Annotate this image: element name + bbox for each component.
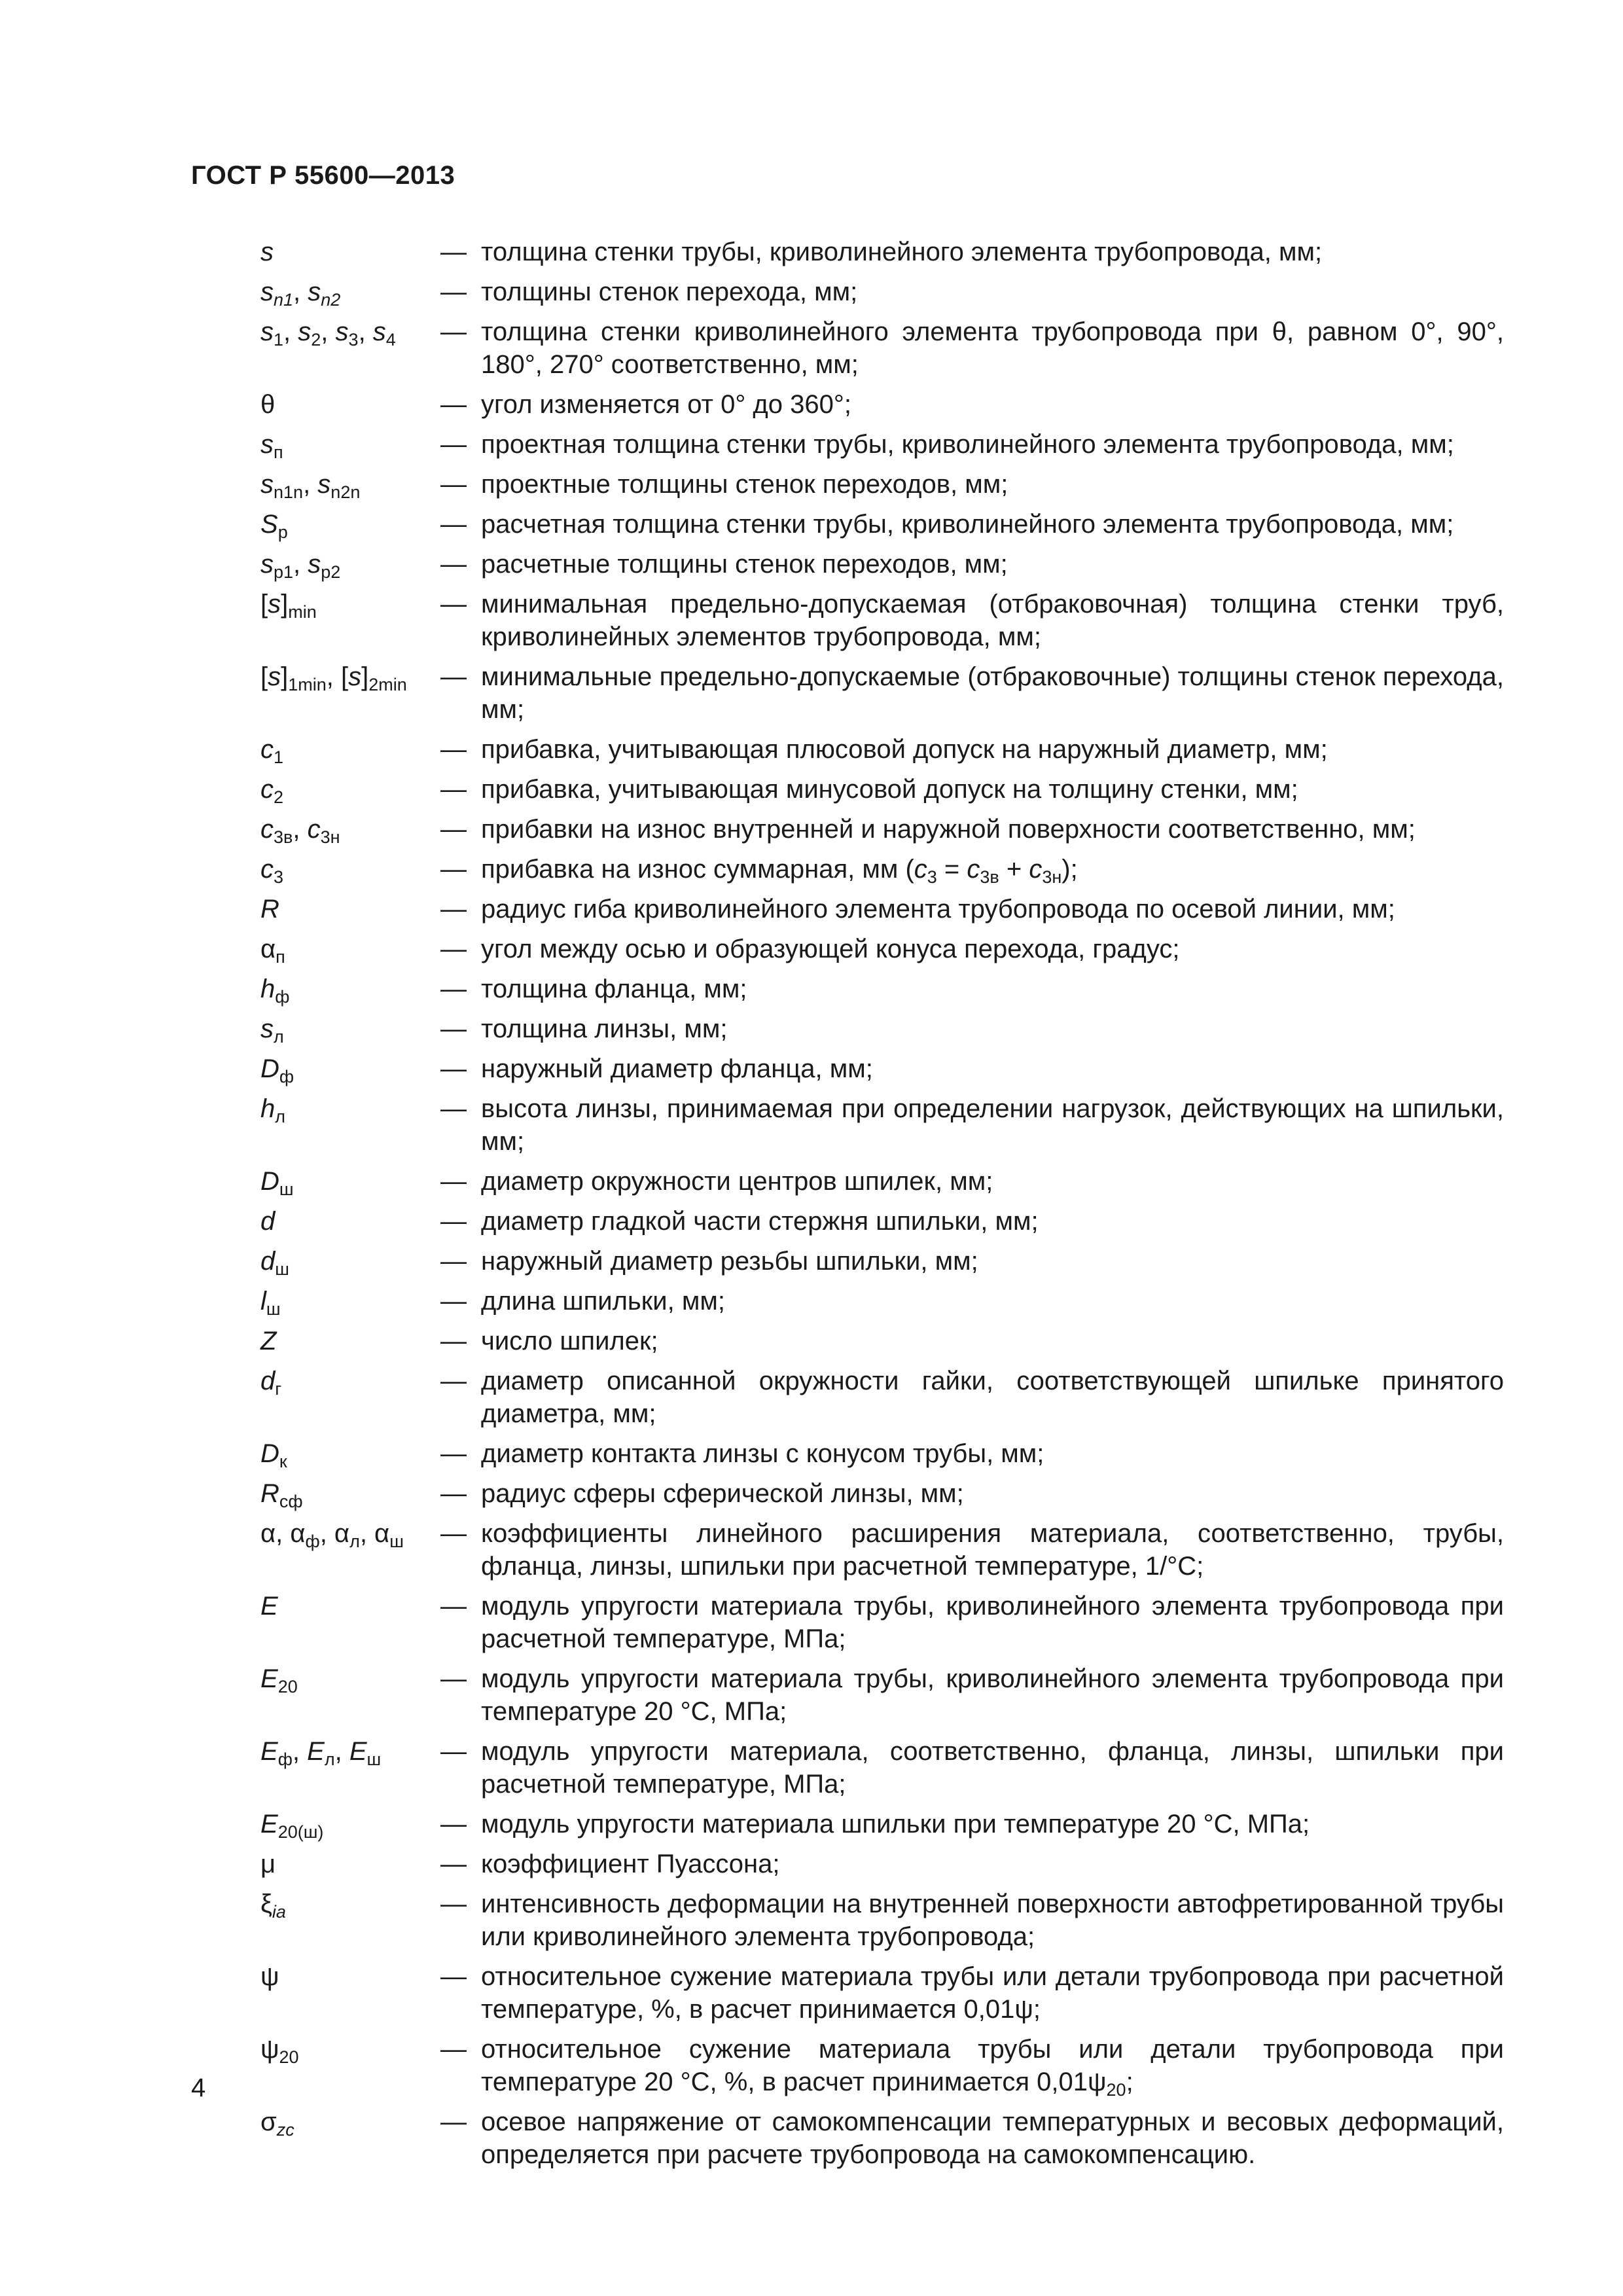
description: угол изменяется от 0° до 360°; bbox=[481, 390, 851, 419]
description: относительное сужение материала трубы или детали трубопровода при расчетной температуре, %, в расчет принимается 0,01ψ; bbox=[481, 1962, 1504, 2024]
description: диаметр гладкой части стержня шпильки, мм; bbox=[481, 1207, 1039, 1236]
list-item bbox=[260, 1052, 1504, 1085]
dash: — bbox=[440, 238, 467, 266]
list-item bbox=[260, 388, 1504, 421]
dash: — bbox=[440, 430, 467, 459]
dash: — bbox=[440, 510, 467, 539]
dash: — bbox=[440, 1094, 467, 1123]
symbol: $h_л$ bbox=[260, 1094, 286, 1126]
symbol: $S_p$ bbox=[260, 510, 288, 542]
list-item bbox=[260, 468, 1504, 501]
symbol: $h_ф$ bbox=[260, 975, 290, 1007]
dash: — bbox=[440, 1207, 467, 1236]
dash: — bbox=[440, 1247, 467, 1276]
list-item bbox=[260, 1285, 1504, 1318]
description: длина шпильки, мм; bbox=[481, 1287, 725, 1316]
description: толщина стенки криволинейного элемента трубопровода при θ, равном 0°, 90°, 180°, 270° соответственно, мм; bbox=[481, 317, 1504, 379]
list-item bbox=[260, 1848, 1504, 1880]
symbol: R bbox=[260, 895, 279, 924]
symbol: d bbox=[260, 1207, 276, 1236]
dash: — bbox=[440, 1014, 467, 1043]
dash: — bbox=[440, 1367, 467, 1395]
page-number: 4 bbox=[191, 2073, 206, 2102]
symbol: Z bbox=[260, 1327, 277, 1355]
dash: — bbox=[440, 1439, 467, 1468]
description: расчетные толщины стенок переходов, мм; bbox=[481, 550, 1008, 579]
list-item bbox=[260, 1477, 1504, 1510]
symbol: $[s]_{min}$ bbox=[260, 590, 317, 622]
description: прибавка, учитывающая минусовой допуск на толщину стенки, мм; bbox=[481, 775, 1298, 804]
dash: — bbox=[440, 1664, 467, 1693]
symbol: $[s]_{1min}$, $[s]_{2min}$ bbox=[260, 662, 407, 694]
dash: — bbox=[440, 1737, 467, 1766]
description: радиус гиба криволинейного элемента трубопровода по осевой линии, мм; bbox=[481, 895, 1395, 924]
dash: — bbox=[440, 1850, 467, 1878]
symbol: $l_ш$ bbox=[260, 1287, 281, 1319]
dash: — bbox=[440, 855, 467, 884]
description: диаметр окружности центров шпилек, мм; bbox=[481, 1167, 993, 1196]
document-header: ГОСТ Р 55600—2013 bbox=[191, 161, 455, 190]
symbol: $d_ш$ bbox=[260, 1247, 289, 1279]
symbol: E bbox=[260, 1592, 278, 1621]
description: коэффициенты линейного расширения материала, соответственно, трубы, фланца, линзы, шпильки при расчетной температуре, 1/°C; bbox=[481, 1519, 1504, 1581]
list-item bbox=[260, 236, 1504, 268]
dash: — bbox=[440, 2108, 467, 2136]
dash: — bbox=[440, 975, 467, 1003]
dash: — bbox=[440, 815, 467, 844]
list-item bbox=[260, 1808, 1504, 1840]
symbol: $c_3$ bbox=[260, 855, 284, 887]
description: диаметр описанной окружности гайки, соответствующей шпильке принятого диаметра, мм; bbox=[481, 1367, 1504, 1428]
symbol: $c_1$ bbox=[260, 735, 284, 767]
symbol: $c_2$ bbox=[260, 775, 284, 807]
list-item bbox=[260, 773, 1504, 806]
dash: — bbox=[440, 1167, 467, 1196]
description: толщины стенок перехода, мм; bbox=[481, 278, 858, 306]
list-item bbox=[260, 1517, 1504, 1583]
description: проектная толщина стенки трубы, криволинейного элемента трубопровода, мм; bbox=[481, 430, 1454, 459]
list-item bbox=[260, 1245, 1504, 1278]
symbol: ψ bbox=[260, 1962, 279, 1991]
description: наружный диаметр резьбы шпильки, мм; bbox=[481, 1247, 978, 1276]
list-item bbox=[260, 853, 1504, 886]
dash: — bbox=[440, 470, 467, 499]
description: угол между осью и образующей конуса перехода, градус; bbox=[481, 935, 1180, 963]
description: прибавка, учитывающая плюсовой допуск на наружный диаметр, мм; bbox=[481, 735, 1328, 764]
list-item bbox=[260, 893, 1504, 925]
dash: — bbox=[440, 735, 467, 764]
symbol: $\sigma_{zc}$ bbox=[260, 2108, 294, 2140]
list-item bbox=[260, 2033, 1504, 2098]
dash: — bbox=[440, 278, 467, 306]
symbol: $s_1$, $s_2$, $s_3$, $s_4$ bbox=[260, 317, 396, 350]
list-item bbox=[260, 508, 1504, 541]
symbol: $s_{n1}$, $s_{n2}$ bbox=[260, 278, 341, 310]
dash: — bbox=[440, 895, 467, 924]
description: прибавка на износ суммарная, мм $(c_3 = c_{3в} + c_{3н})$; bbox=[481, 855, 1078, 887]
description: минимальные предельно-допускаемые (отбраковочные) толщины стенок перехода, мм; bbox=[481, 662, 1504, 724]
description: относительное сужение материала трубы или детали трубопровода при температуре 20 °C, %, в расчет принимается $0,01\psi_{20}$; bbox=[481, 2035, 1504, 2100]
symbol: $\xi_{ia}$ bbox=[260, 1890, 286, 1922]
description: минимальная предельно-допускаемая (отбраковочная) толщина стенки труб, криволинейных элементов трубопровода, мм; bbox=[481, 590, 1504, 651]
dash: — bbox=[440, 390, 467, 419]
list-item bbox=[260, 1735, 1504, 1801]
description: модуль упругости материала трубы, криволинейного элемента трубопровода при температуре 20 °C, МПа; bbox=[481, 1664, 1504, 1726]
list-item bbox=[260, 588, 1504, 653]
symbol: $D_ш$ bbox=[260, 1167, 294, 1199]
dash: — bbox=[440, 1890, 467, 1918]
list-item bbox=[260, 428, 1504, 461]
symbol: $c_{3в}$, $c_{3н}$ bbox=[260, 815, 340, 847]
description: расчетная толщина стенки трубы, криволинейного элемента трубопровода, мм; bbox=[481, 510, 1454, 539]
symbol: $E_ф$, $E_л$, $E_ш$ bbox=[260, 1737, 382, 1769]
symbol: $E_{20(ш)}$ bbox=[260, 1810, 324, 1842]
symbol: $s_{n1n}$, $s_{n2n}$ bbox=[260, 470, 361, 502]
list-item bbox=[260, 660, 1504, 726]
dash: — bbox=[440, 662, 467, 691]
list-item bbox=[260, 973, 1504, 1005]
list-item bbox=[260, 276, 1504, 308]
list-item bbox=[260, 1092, 1504, 1158]
list-item bbox=[260, 1365, 1504, 1430]
symbol: s bbox=[260, 238, 274, 266]
dash: — bbox=[440, 1519, 467, 1548]
symbol: $d_г$ bbox=[260, 1367, 282, 1399]
description: наружный диаметр фланца, мм; bbox=[481, 1054, 873, 1083]
list-item bbox=[260, 1325, 1504, 1357]
list-item bbox=[260, 1662, 1504, 1728]
symbol: $R_{сф}$ bbox=[260, 1479, 303, 1511]
list-item bbox=[260, 1165, 1504, 1198]
list-item bbox=[260, 2106, 1504, 2171]
list-item bbox=[260, 1013, 1504, 1045]
symbol: $s_п$ bbox=[260, 430, 283, 462]
dash: — bbox=[440, 1327, 467, 1355]
dash: — bbox=[440, 317, 467, 346]
dash: — bbox=[440, 1479, 467, 1508]
dash: — bbox=[440, 1810, 467, 1839]
description: толщина фланца, мм; bbox=[481, 975, 747, 1003]
description: коэффициент Пуассона; bbox=[481, 1850, 780, 1878]
list-item bbox=[260, 1590, 1504, 1655]
list-item bbox=[260, 933, 1504, 965]
symbol: $\alpha_п$ bbox=[260, 935, 285, 967]
description: модуль упругости материала трубы, криволинейного элемента трубопровода при расчетной температуре, МПа; bbox=[481, 1592, 1504, 1653]
symbol: $E_{20}$ bbox=[260, 1664, 298, 1696]
dash: — bbox=[440, 1054, 467, 1083]
list-item bbox=[260, 813, 1504, 846]
description: модуль упругости материала шпильки при температуре 20 °C, МПа; bbox=[481, 1810, 1310, 1839]
list-item bbox=[260, 1205, 1504, 1238]
symbol: $s_л$ bbox=[260, 1014, 284, 1047]
description: высота линзы, принимаемая при определении нагрузок, действующих на шпильки, мм; bbox=[481, 1094, 1504, 1156]
list-item bbox=[260, 733, 1504, 766]
list-item bbox=[260, 1960, 1504, 2026]
description: толщина стенки трубы, криволинейного элемента трубопровода, мм; bbox=[481, 238, 1323, 266]
dash: — bbox=[440, 550, 467, 579]
description: осевое напряжение от самокомпенсации температурных и весовых деформаций, определяется при расчете трубопровода на самокомпенсацию. bbox=[481, 2108, 1504, 2169]
symbol: μ bbox=[260, 1850, 276, 1878]
description: толщина линзы, мм; bbox=[481, 1014, 728, 1043]
dash: — bbox=[440, 590, 467, 619]
symbol: $D_к$ bbox=[260, 1439, 287, 1471]
dash: — bbox=[440, 775, 467, 804]
description: интенсивность деформации на внутренней поверхности автофретированной трубы или криволинейного элемента трубопровода; bbox=[481, 1890, 1504, 1951]
description: проектные толщины стенок переходов, мм; bbox=[481, 470, 1008, 499]
dash: — bbox=[440, 1962, 467, 1991]
symbol: $D_ф$ bbox=[260, 1054, 294, 1086]
description: радиус сферы сферической линзы, мм; bbox=[481, 1479, 964, 1508]
description: модуль упругости материала, соответственно, фланца, линзы, шпильки при расчетной температуре, МПа; bbox=[481, 1737, 1504, 1799]
list-item bbox=[260, 1437, 1504, 1470]
symbol: $\psi_{20}$ bbox=[260, 2035, 299, 2067]
list-item bbox=[260, 548, 1504, 581]
description: прибавки на износ внутренней и наружной поверхности соответственно, мм; bbox=[481, 815, 1416, 844]
list-item bbox=[260, 1888, 1504, 1953]
symbols-list bbox=[260, 236, 1504, 2178]
symbol: $s_{p1}$, $s_{p2}$ bbox=[260, 550, 341, 582]
dash: — bbox=[440, 1592, 467, 1621]
symbol: α, $\alpha_ф$, $\alpha_л$, $\alpha_ш$ bbox=[260, 1519, 404, 1551]
description: число шпилек; bbox=[481, 1327, 658, 1355]
dash: — bbox=[440, 1287, 467, 1316]
symbol: θ bbox=[260, 390, 276, 419]
list-item bbox=[260, 315, 1504, 381]
dash: — bbox=[440, 2035, 467, 2064]
dash: — bbox=[440, 935, 467, 963]
description: диаметр контакта линзы с конусом трубы, мм; bbox=[481, 1439, 1044, 1468]
